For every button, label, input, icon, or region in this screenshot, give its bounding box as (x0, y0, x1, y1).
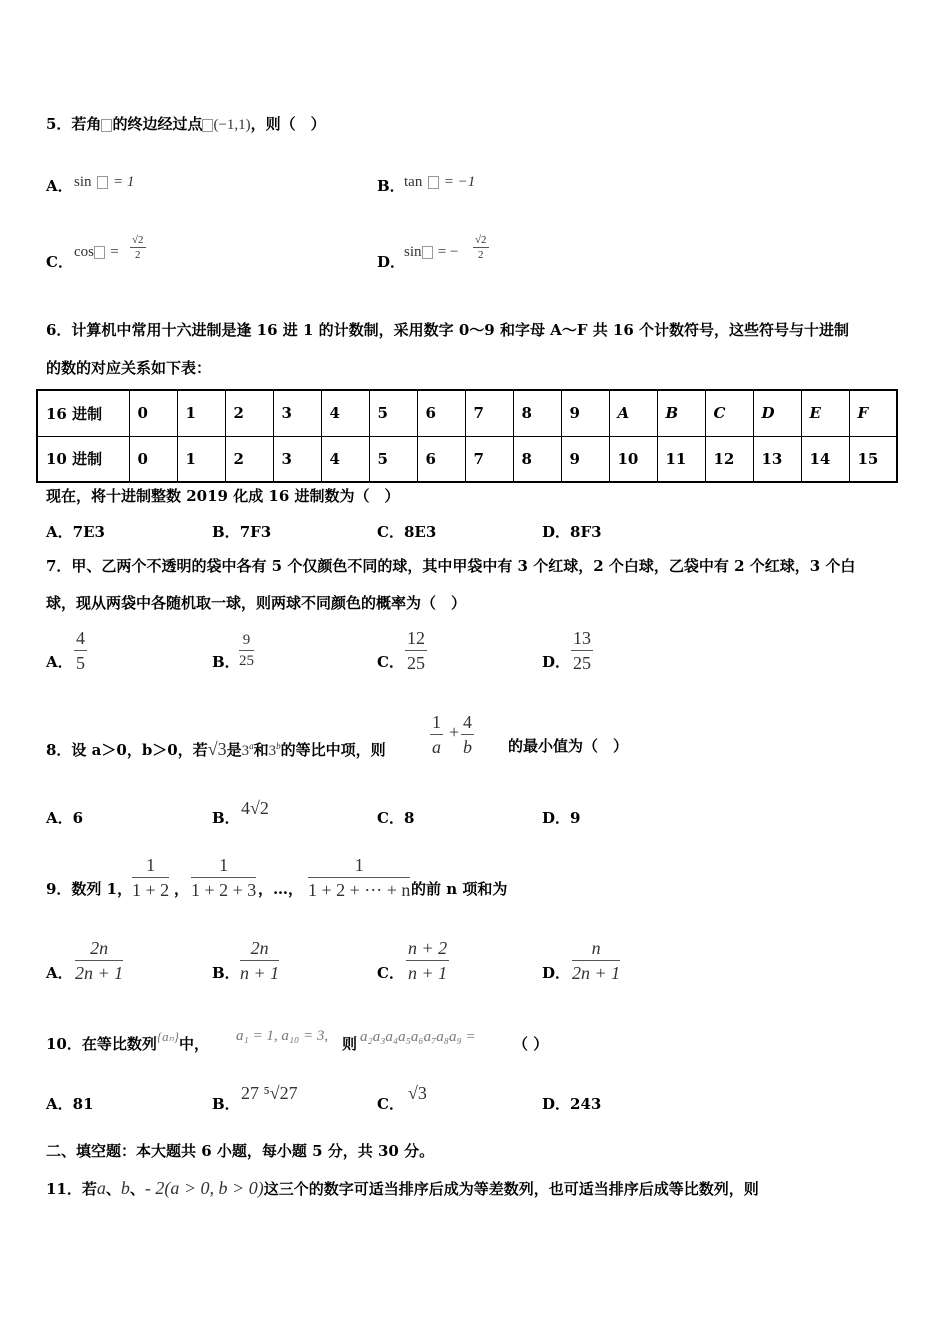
q8-option-b: B． (212, 809, 240, 827)
q8-plus: + (449, 722, 460, 742)
q5-option-b-expr: tan = −1 (404, 174, 476, 190)
q9-option-c-fraction: $\frac{n + 2}{n + 1}$ (408, 938, 448, 983)
placeholder-box-icon (422, 246, 433, 259)
q7-option-b-fraction: $\frac{9}{25}$ (239, 632, 254, 669)
q5-d-fraction: $\frac{√2}{2}$ (475, 234, 487, 261)
placeholder-box-icon (97, 176, 108, 189)
q8-stem: 8．设 a＞0，b＞0，若√3是3$^a$和3$^b$的等比中项，则 (46, 739, 386, 759)
q6-option-b: B．7F3 (212, 523, 272, 541)
q10-option-d: D．243 (542, 1095, 602, 1113)
q6-stem-line1: 6．计算机中常用十六进制是逢 16 进 1 的计数制，采用数字 0～9 和字母 A～F 共 16 个计数符号，这些符号与十进制 (46, 321, 850, 339)
q5-c-fraction: $\frac{√2}{2}$ (132, 234, 144, 261)
q10-option-a: A．81 (46, 1095, 94, 1113)
q9-option-a-label: A． (46, 964, 73, 982)
q9-option-d-fraction: $\frac{n}{2n + 1}$ (572, 938, 621, 983)
section-2-heading: 二、填空题：本大题共 6 小题，每小题 5 分，共 30 分。 (46, 1142, 435, 1160)
q5-stem: 5．若角 的终边经过点 (−1,1)，则（ ） (46, 115, 326, 133)
q6-stem-line2: 的数的对应关系如下表： (46, 359, 212, 377)
q11-stem: 11．若a、b、- 2(a > 0, b > 0)这三个的数字可适当排序后成为等差数列，也可适当排序后成等比数列，则 (46, 1178, 759, 1198)
table-row: 10 进制 0 1 2 3 4 5 6 7 8 9 10 11 12 13 14 15 (37, 436, 897, 482)
q8-stem-end: 的最小值为（ ） (508, 737, 629, 755)
q9-term-n: $\frac{1}{1 + 2 + \cdot\cdot\cdot + n}$ (308, 855, 411, 900)
q7-option-c-fraction: $\frac{12}{25}$ (407, 628, 425, 673)
q10-option-c: C． (377, 1095, 404, 1113)
q7-option-a-fraction: $\frac{4}{5}$ (76, 628, 85, 673)
q8-option-a: A．6 (46, 809, 84, 827)
q10-sequence: {aₙ} (156, 1029, 179, 1044)
q9-comma: ， (174, 880, 190, 898)
q7-option-c-label: C． (377, 653, 404, 671)
q6-question: 现在，将十进制整数 2019 化成 16 进制数为（ ） (46, 487, 400, 505)
q9-option-c-label: C． (377, 964, 404, 982)
q10-condition: a₁ = 1, a₁₀ = 3, (236, 1028, 329, 1044)
q5-option-d: D． (377, 253, 406, 271)
q9-option-d-label: D． (542, 964, 571, 982)
q10-option-c-value: √3 (408, 1083, 427, 1103)
q7-option-b-label: B． (212, 653, 240, 671)
q5-option-a: A． (46, 177, 73, 195)
q10-option-b: B． (212, 1095, 240, 1113)
q8-fraction-1-over-a: $\frac{1}{a}$ (432, 712, 441, 757)
q7-stem-line2: 球，现从两袋中各随机取一球，则两球不同颜色的概率为（ ） (46, 594, 467, 612)
table-row: 16 进制 0 1 2 3 4 5 6 7 8 9 A B C D E F (37, 390, 897, 436)
q8-option-c: C．8 (377, 809, 415, 827)
placeholder-box-icon (428, 176, 439, 189)
q8-option-b-value: 4√2 (241, 798, 269, 818)
q9-option-b-label: B． (212, 964, 240, 982)
q6-option-d: D．8F3 (542, 523, 602, 541)
q7-option-d-fraction: $\frac{13}{25}$ (573, 628, 591, 673)
q9-stem-end: 的前 n 项和为 (411, 880, 508, 898)
q9-option-b-fraction: $\frac{2n}{n + 1}$ (240, 938, 280, 983)
q5-option-a-expr: sin = 1 (74, 174, 135, 190)
q7-option-a-label: A． (46, 653, 73, 671)
q9-option-a-fraction: $\frac{2n}{2n + 1}$ (75, 938, 124, 983)
q6-option-a: A．7E3 (46, 523, 105, 541)
q5-option-c-expr: cos = (74, 244, 119, 260)
q5-option-b: B． (377, 177, 405, 195)
q6-option-c: C．8E3 (377, 523, 437, 541)
q11-expression: - 2(a > 0, b > 0) (144, 1178, 264, 1198)
q10-then: 则 (342, 1035, 358, 1053)
q10-stem: 10．在等比数列{aₙ}中， (46, 1029, 209, 1053)
placeholder-box-icon (101, 119, 112, 132)
q8-fraction-4-over-b: $\frac{4}{b}$ (463, 712, 472, 757)
q7-stem-line1: 7．甲、乙两个不透明的袋中各有 5 个仅颜色不同的球，其中甲袋中有 3 个红球，2 个白球，乙袋中有 2 个红球，3 个白 (46, 557, 856, 575)
q5-option-c: C． (46, 253, 73, 271)
q10-product: a₂a₃a₄a₅a₆a₇a₈a₉ = (360, 1029, 476, 1045)
q8-option-d: D．9 (542, 809, 581, 827)
q9-stem-start: 9．数列 1， (46, 880, 133, 898)
placeholder-box-icon (202, 119, 213, 132)
q7-option-d-label: D． (542, 653, 571, 671)
q9-term-2: $\frac{1}{1 + 2 + 3}$ (191, 855, 257, 900)
placeholder-box-icon (94, 246, 105, 259)
hex-table (36, 389, 898, 483)
q5-option-d-expr: sin = − (404, 244, 459, 260)
q9-term-1: $\frac{1}{1 + 2}$ (132, 855, 170, 900)
q9-ellipsis: ，…， (258, 880, 304, 898)
q5-point: (−1,1) (213, 117, 251, 133)
q10-paren: （ ） (513, 1035, 549, 1053)
q10-option-b-value: 27 ⁵√27 (241, 1083, 298, 1103)
